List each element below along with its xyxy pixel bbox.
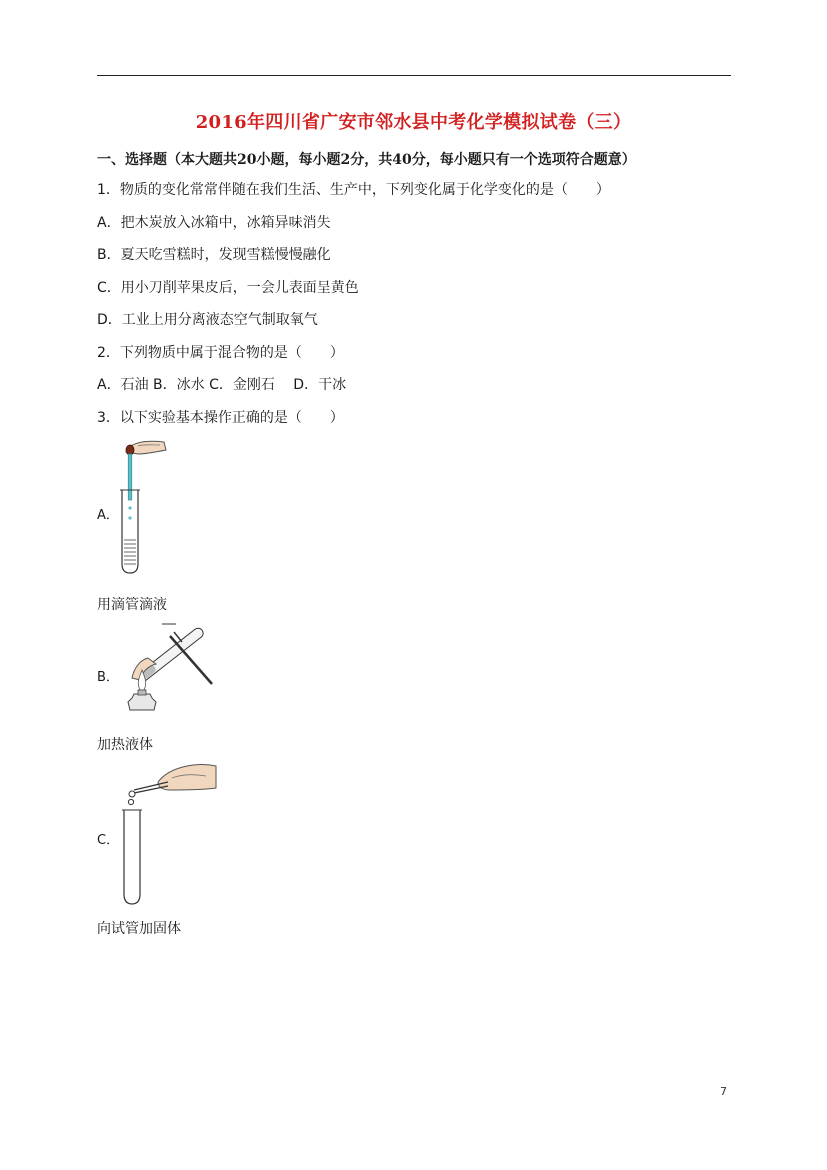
question-3-option-a-letter: A．	[97, 508, 119, 523]
question-1-stem: 1．物质的变化常常伴随在我们生活、生产中，下列变化属于化学变化的是（ ）	[97, 182, 610, 198]
question-3-option-c-caption: 向试管加固体	[97, 921, 181, 937]
dropper-figure	[116, 436, 168, 576]
question-2-options: A．石油 B．冰水 C．金刚石 D．干冰	[97, 377, 347, 393]
question-1-option-c: C．用小刀削苹果皮后，一会儿表面呈黄色	[97, 280, 359, 296]
section-heading: 一、选择题（本大题共20小题，每小题2分，共40分，每小题只有一个选项符合题意）	[97, 152, 636, 168]
question-1-option-a: A．把木炭放入冰箱中，冰箱异味消失	[97, 215, 331, 231]
question-3-stem: 3．以下实验基本操作正确的是（ ）	[97, 410, 344, 426]
header-rule	[97, 75, 731, 76]
question-3-option-b-letter: B．	[97, 670, 119, 685]
question-3-option-b-caption: 加热液体	[97, 737, 153, 753]
document-title: 2016年四川省广安市邻水县中考化学模拟试卷（三）	[195, 112, 632, 133]
heating-liquid-figure	[118, 618, 214, 716]
question-1-option-d: D．工业上用分离液态空气制取氧气	[97, 312, 318, 328]
question-2-stem: 2．下列物质中属于混合物的是（ ）	[97, 345, 344, 361]
question-3-option-a-caption: 用滴管滴液	[97, 597, 167, 613]
question-3-option-c-letter: C．	[97, 833, 120, 848]
question-1-option-b: B．夏天吃雪糕时，发现雪糕慢慢融化	[97, 247, 331, 263]
adding-solid-figure	[118, 760, 218, 908]
page-number: 7	[720, 1085, 727, 1098]
